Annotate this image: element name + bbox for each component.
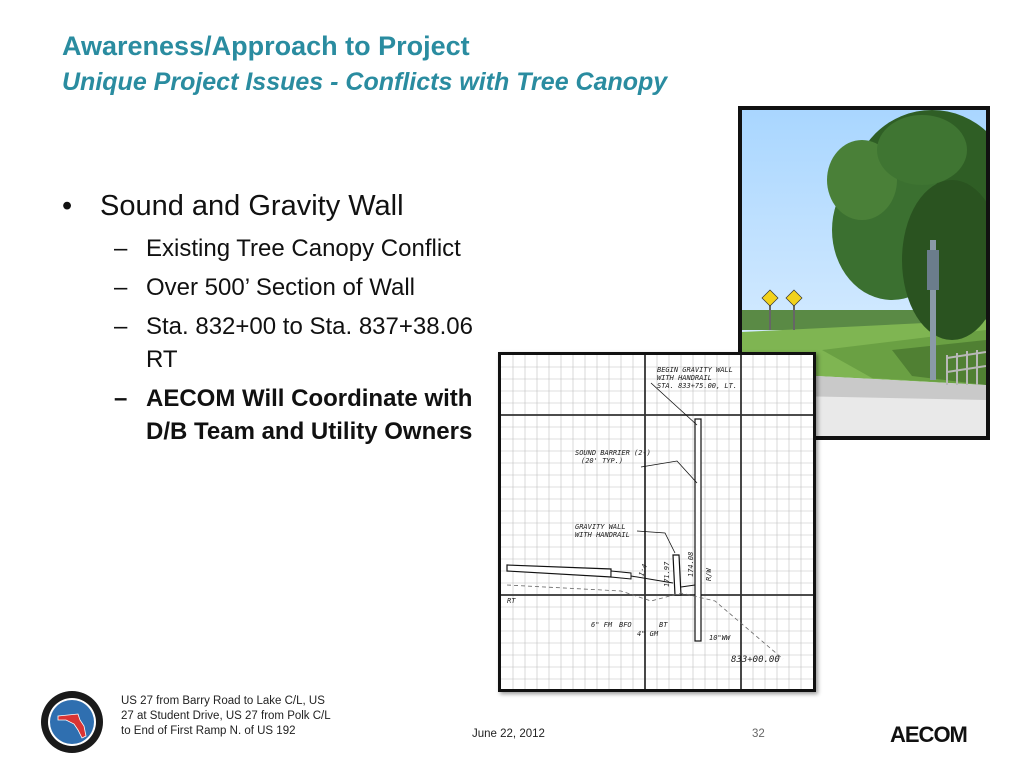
sub-bullet <box>62 382 492 448</box>
label-ww: 10"WW <box>709 634 731 642</box>
label-rw: R/W <box>705 568 713 581</box>
sub-bullet <box>62 271 492 304</box>
company-logo: AECOM <box>890 722 967 747</box>
label-gravity-wall-1: GRAVITY WALL <box>575 523 626 531</box>
sub-bullet <box>62 310 492 376</box>
label-fm: 6" FM <box>591 621 613 629</box>
footer-date: June 22, 2012 <box>472 728 545 740</box>
label-begin-wall-1: BEGIN GRAVITY WALL <box>657 366 733 374</box>
dash-icon: – <box>114 313 128 340</box>
label-sound-barrier-2: (20' TYP.) <box>581 457 624 465</box>
sub-bullet <box>62 232 492 265</box>
label-bt: BT <box>659 621 668 629</box>
plan-drawing-svg <box>501 355 813 689</box>
label-station: 833+00.00 <box>731 655 780 665</box>
label-gravity-wall-2: WITH HANDRAIL <box>575 531 630 539</box>
label-begin-wall-3: STA. 833+75.00, LT. <box>657 382 738 390</box>
sub-bullet-text: AECOM Will Coordinate with D/B Team and Utility Owners <box>146 385 473 445</box>
footer-project-text: US 27 from Barry Road to Lake C/L, US 27 at Student Drive, US 27 from Polk C/L to End of First Ramp N. of US 192 <box>121 695 331 737</box>
slide-subtitle: Unique Project Issues - Conflicts with Tree Canopy <box>62 68 668 96</box>
label-rt: RT <box>507 597 516 605</box>
label-gm: 4" GM <box>637 630 659 638</box>
sub-bullet-text: Sta. 832+00 to Sta. 837+38.06 RT <box>146 313 473 373</box>
dash-icon: – <box>114 385 128 412</box>
page-number: 32 <box>752 728 765 740</box>
slide-title: Awareness/Approach to Project <box>62 31 470 61</box>
fdot-seal-logo <box>40 690 104 754</box>
label-bfo: BFO <box>619 621 632 629</box>
bullet-dot-icon: • <box>62 190 73 222</box>
dash-icon: – <box>114 235 128 262</box>
label-elev-2: 174.08 <box>687 551 695 577</box>
bullet-list <box>62 188 492 448</box>
plan-drawing <box>498 352 816 692</box>
label-begin-wall-2: WITH HANDRAIL <box>657 374 712 382</box>
florida-seal-icon <box>40 690 104 754</box>
sub-bullet-text: Existing Tree Canopy Conflict <box>146 235 461 262</box>
label-elev-1: 171.97 <box>663 561 671 587</box>
sub-bullet-text: Over 500’ Section of Wall <box>146 274 416 301</box>
label-ratio: 1:4 <box>637 563 650 578</box>
label-sound-barrier-1: SOUND BARRIER (2-) <box>575 449 651 457</box>
dash-icon: – <box>114 274 128 301</box>
main-bullet <box>62 188 492 224</box>
main-bullet-text: Sound and Gravity Wall <box>100 190 404 222</box>
